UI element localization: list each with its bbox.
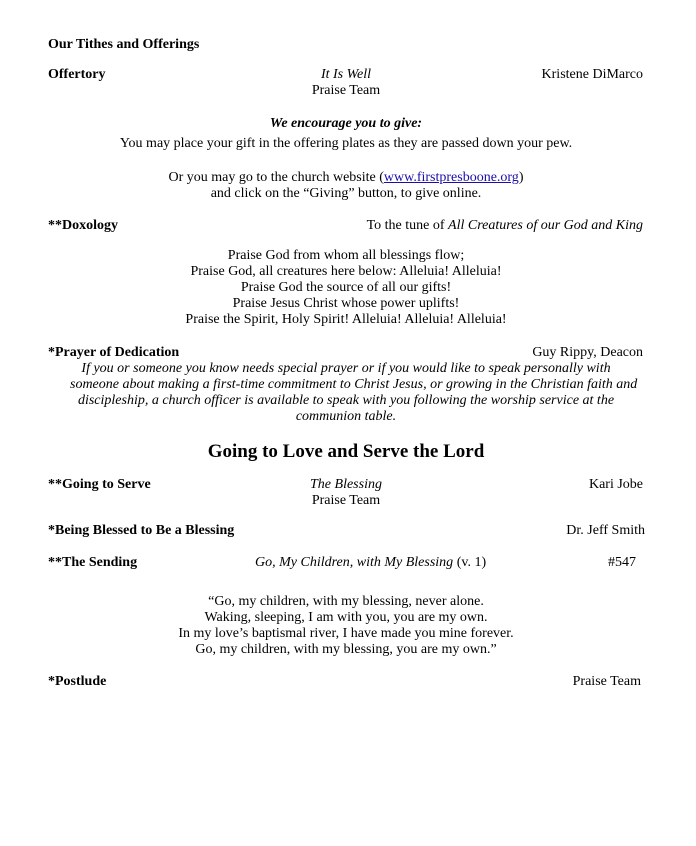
doxology-tune-prefix: To the tune of (366, 218, 449, 233)
sending-hymn-number: #547 (608, 555, 636, 570)
doxology-lyric-line: Praise the Spirit, Holy Spirit! Alleluia! Alleluia! Alleluia! (185, 312, 507, 327)
encourage-line-giving: and click on the “Giving” button, to give online. (210, 186, 482, 201)
section-title: Going to Love and Serve the Lord (207, 441, 485, 462)
prayer-note (70, 361, 638, 425)
doxology-lyric-line: Praise God from whom all blessings flow; (227, 248, 465, 263)
encourage-block (40, 116, 652, 152)
encourage-online-block (40, 170, 652, 202)
offertory-performer: Praise Team (311, 83, 381, 98)
going-to-serve-artist: Kari Jobe (588, 477, 643, 492)
sending-lyric-line: Go, my children, with my blessing, you are my own.” (195, 642, 497, 657)
doxology-tune-title: All Creatures of our God and King (448, 218, 643, 233)
sending-song-title: Go, My Children, with My Blessing (255, 555, 454, 570)
offertory-label: Offertory (48, 67, 106, 82)
prayer-label: *Prayer of Dedication (48, 345, 180, 360)
offertory-song-title: It Is Well (320, 67, 372, 82)
encourage-heading: We encourage you to give: (269, 116, 423, 131)
sending-lyric-line: Waking, sleeping, I am with you, you are my own. (204, 610, 488, 625)
prayer-leader: Guy Rippy, Deacon (532, 345, 643, 360)
church-website-link[interactable]: www.firstpresboone.org (383, 170, 519, 185)
blessing-speaker: Dr. Jeff Smith (566, 523, 645, 538)
website-suffix: ) (518, 170, 524, 185)
section-heading-tithes: Our Tithes and Offerings (48, 37, 200, 52)
sending-verse: (v. 1) (453, 555, 487, 570)
prayer-note-line: communion table. (295, 409, 397, 424)
going-to-serve-center (40, 477, 652, 509)
doxology-label: **Doxology (48, 218, 118, 233)
prayer-note-line: If you or someone you know needs special prayer or if you would like to speak personally with (81, 361, 611, 376)
going-to-serve-performer: Praise Team (311, 493, 381, 508)
blessing-label: *Being Blessed to Be a Blessing (48, 523, 235, 538)
doxology-lyric-line: Praise Jesus Christ whose power uplifts! (232, 296, 460, 311)
encourage-line-plates: You may place your gift in the offering plates as they are passed down your pew. (119, 136, 573, 151)
prayer-note-line: discipleship, a church officer is available to speak with you following the worship service at the (77, 393, 615, 408)
sending-song (255, 555, 486, 571)
doxology-lyric-line: Praise God the source of all our gifts! (240, 280, 452, 295)
going-to-serve-song: The Blessing (310, 477, 382, 492)
sending-lyrics (40, 594, 652, 658)
doxology-lyric-line: Praise God, all creatures here below: Alleluia! Alleluia! (190, 264, 502, 279)
doxology-lyrics (40, 248, 652, 328)
sending-label: **The Sending (48, 555, 138, 570)
encourage-line-website (40, 170, 652, 186)
postlude-label: *Postlude (48, 674, 107, 689)
sending-lyric-line: In my love’s baptismal river, I have made you mine forever. (178, 626, 514, 641)
postlude-performer: Praise Team (572, 674, 641, 689)
prayer-note-line: someone about making a first-time commitment to Christ Jesus, or growing in the Christian faith and (70, 377, 638, 392)
doxology-tune (367, 218, 643, 234)
website-prefix: Or you may go to the church website ( (168, 170, 384, 185)
offertory-artist: Kristene DiMarco (541, 67, 643, 82)
sending-lyric-line: “Go, my children, with my blessing, never alone. (208, 594, 484, 609)
going-to-serve-label: **Going to Serve (48, 477, 151, 492)
